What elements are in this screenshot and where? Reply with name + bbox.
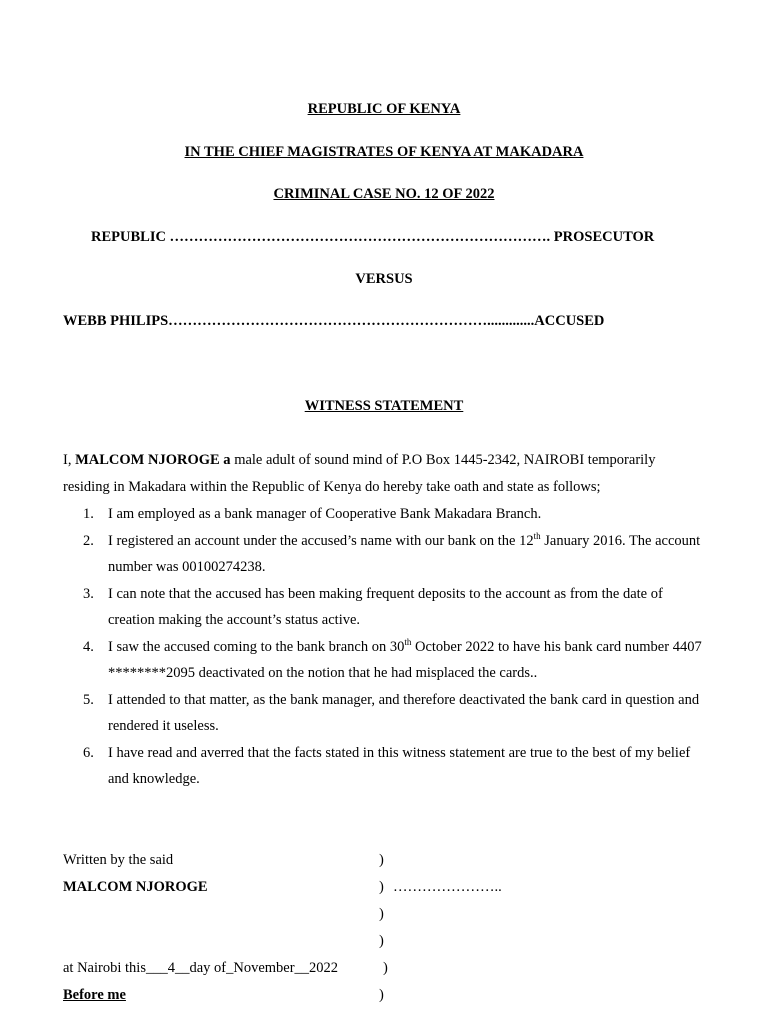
signature-row-name [63,879,703,906]
list-item [63,528,703,581]
bracket: ) [379,987,384,1003]
list-item [63,581,703,634]
item-text: I have read and averred that the facts stated in this witness statement are true to the best of my belief and knowledge. [108,744,691,787]
before-me-label: Before me [63,987,126,1003]
item-number: 5. [83,691,94,708]
item-text: I registered an account under the accused’s name with our bank on the 12 [108,532,534,549]
list-item [63,687,703,740]
item-text: I can note that the accused has been making frequent deposits to the account as from the date of creation making the account’s status active. [108,585,663,628]
signature-row-written-by [63,852,703,879]
bracket: ) [383,960,388,976]
item-number: 3. [83,585,94,602]
ordinal-suffix: th [533,530,541,541]
bracket: ) [379,879,384,895]
signature-line: ………………….. [393,879,502,895]
item-text-continued: October 2022 to have his bank card number 4407 ********2095 deactivated on the notion that he had misplaced the cards.. [108,638,702,681]
item-number: 1. [83,506,94,522]
signature-row-blank [63,933,703,960]
header-republic: REPUBLIC OF KENYA [307,101,461,117]
item-text: I saw the accused coming to the bank branch on 30 [108,638,405,655]
list-item [63,740,703,793]
intro-paragraph [63,447,703,500]
ordinal-suffix: th [404,636,412,647]
document-title: WITNESS STATEMENT [304,398,464,414]
witness-signature-name: MALCOM NJOROGE [63,879,208,895]
prosecutor-line: REPUBLIC ……………………………………………………………………. PROSECUTOR [91,229,655,245]
item-number: 2. [83,532,94,549]
witness-name: MALCOM NJOROGE a [75,452,231,468]
item-number: 6. [83,744,94,761]
intro-text: male adult of sound mind of P.O Box 1445-2342, NAIROBI temporarily residing in Makadara within the Republic of Kenya do hereby take oath and state as follows; [63,452,656,495]
header-court: IN THE CHIEF MAGISTRATES OF KENYA AT MAKADARA [184,144,584,160]
item-text: I am employed as a bank manager of Cooperative Bank Makadara Branch. [108,506,542,522]
item-text-continued: January 2016. The account number was 00100274238. [108,532,701,575]
bracket: ) [379,906,384,922]
statement-list [63,501,703,793]
bracket: ) [379,933,384,949]
versus-label: VERSUS [355,271,413,287]
accused-line: WEBB PHILIPS………………………………………………………….............ACCUSED [63,313,605,329]
list-item [63,634,703,687]
item-number: 4. [83,638,94,655]
list-item [63,501,703,528]
signature-row-blank [63,906,703,933]
written-by-label: Written by the said [63,852,174,868]
signature-row-before-me [63,987,703,1014]
intro-prefix: I, [63,452,76,468]
header-case-number: CRIMINAL CASE NO. 12 OF 2022 [273,186,495,202]
place-date-text: at Nairobi this___4__day of_November__2022 [63,960,339,976]
bracket: ) [379,852,384,868]
item-text: I attended to that matter, as the bank manager, and therefore deactivated the bank card in question and rendered it useless. [108,691,700,734]
signature-row-place-date [63,960,703,987]
